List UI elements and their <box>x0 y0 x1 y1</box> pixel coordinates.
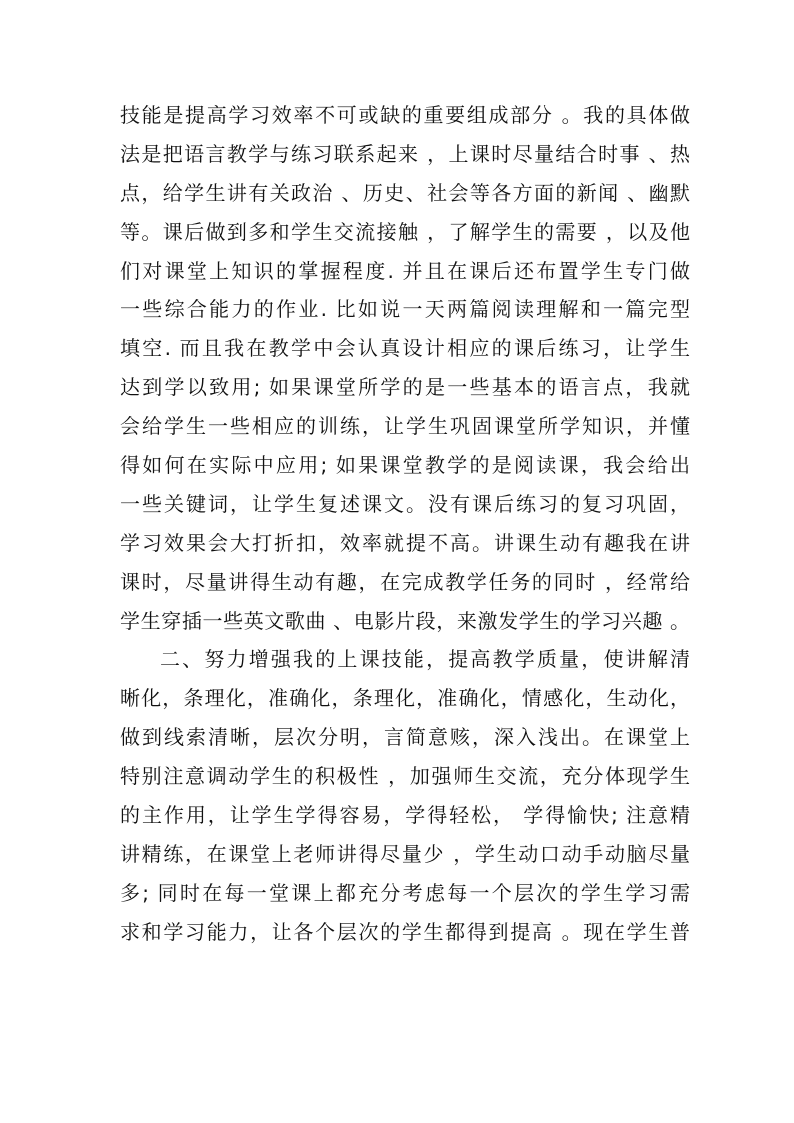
text-line: 技能是提高学习效率不可或缺的重要组成部分 。我的具体做 <box>120 103 690 127</box>
text-line: 们对课堂上知识的掌握程度. 并且在课后还布置学生专门做 <box>120 258 690 283</box>
body-text <box>120 96 690 952</box>
text-line: 学习效果会大打折扣，效率就提不高。讲课生动有趣我在讲 <box>120 530 690 555</box>
text-line: 的主作用，让学生学得容易，学得轻松， 学得愉快; 注意精 <box>120 803 690 828</box>
text-line: 做到线索清晰，层次分明，言简意赅，深入浅出。在课堂上 <box>120 725 690 750</box>
text-line: 特别注意调动学生的积极性 ，加强师生交流，充分体现学生 <box>120 764 690 789</box>
text-line: 多; 同时在每一堂课上都充分考虑每一个层次的学生学习需 <box>120 880 690 905</box>
text-line: 点，给学生讲有关政治 、历史、社会等各方面的新闻 、幽默 <box>120 180 690 205</box>
text-line: 一些关键词，让学生复述课文。没有课后练习的复习巩固， <box>120 491 690 516</box>
text-line: 法是把语言教学与练习联系起来 ，上课时尽量结合时事 、热 <box>120 141 690 166</box>
text-line: 一些综合能力的作业. 比如说一天两篇阅读理解和一篇完型 <box>120 297 690 322</box>
text-line: 会给学生一些相应的训练，让学生巩固课堂所学知识，并懂 <box>120 414 690 439</box>
text-line: 填空. 而且我在教学中会认真设计相应的课后练习，让学生 <box>120 336 690 361</box>
text-line: 讲精练，在课堂上老师讲得尽量少 ，学生动口动手动脑尽量 <box>120 841 690 866</box>
text-line: 晰化，条理化，准确化，条理化，准确化，情感化，生动化， <box>120 686 690 711</box>
paragraph-start-line: 二、努力增强我的上课技能，提高教学质量，使讲解清 <box>160 647 690 672</box>
text-line: 达到学以致用; 如果课堂所学的是一些基本的语言点，我就 <box>120 375 690 400</box>
text-line: 课时，尽量讲得生动有趣，在完成教学任务的同时 ，经常给 <box>120 569 690 594</box>
text-line: 得如何在实际中应用; 如果课堂教学的是阅读课，我会给出 <box>120 453 690 478</box>
text-line: 等。课后做到多和学生交流接触 ，了解学生的需要 ，以及他 <box>120 219 690 244</box>
text-line: 求和学习能力，让各个层次的学生都得到提高 。现在学生普 <box>120 919 690 944</box>
text-line: 学生穿插一些英文歌曲 、电影片段，来激发学生的学习兴趣 。 <box>120 608 690 633</box>
